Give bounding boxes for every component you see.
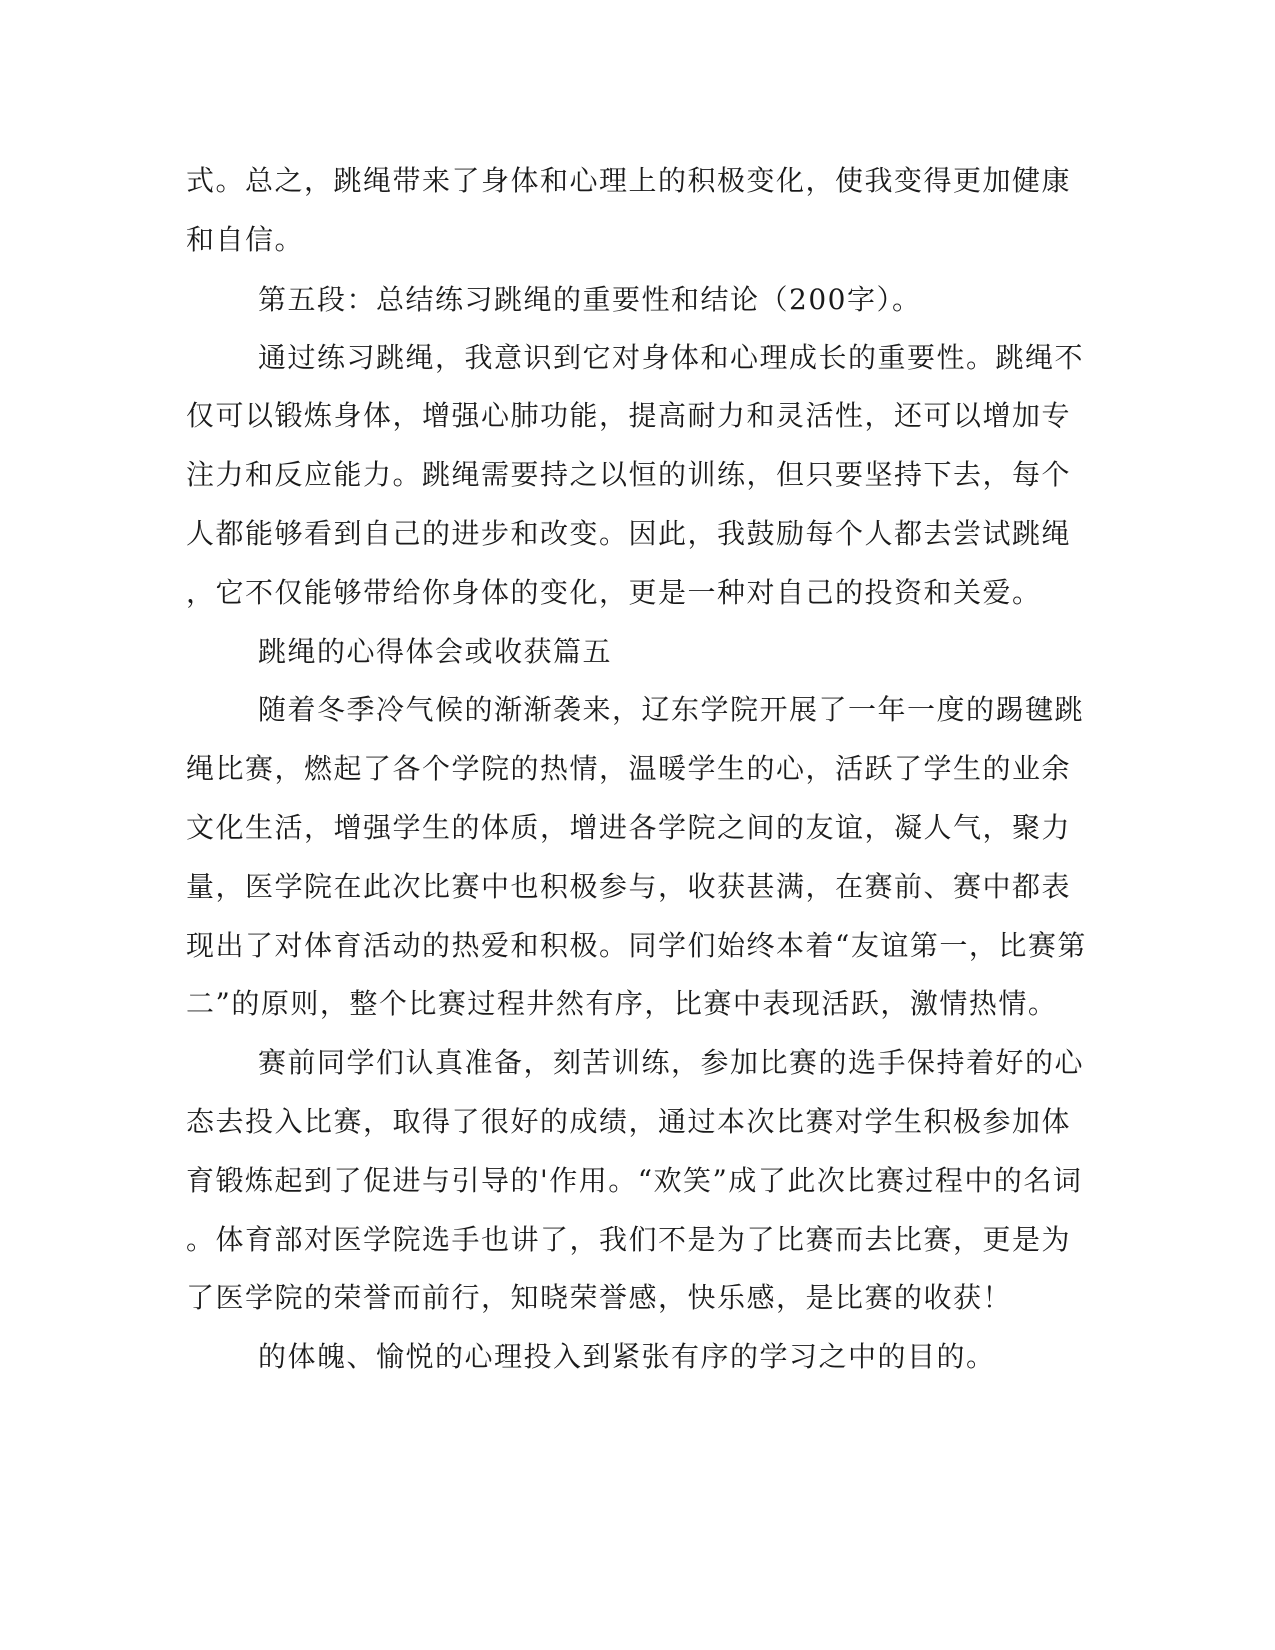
text-line: 式。总之，跳绳带来了身体和心理上的积极变化，使我变得更加健康 xyxy=(186,164,1072,197)
article-title: 跳绳的心得体会或收获篇五 xyxy=(258,635,613,668)
text-line: ，它不仅能够带给你身体的变化，更是一种对自己的投资和关爱。 xyxy=(186,576,1042,609)
text-line: 随着冬季冷气候的渐渐袭来，辽东学院开展了一年一度的踢毽跳 xyxy=(258,693,1085,726)
text-line: 赛前同学们认真准备，刻苦训练，参加比赛的选手保持着好的心 xyxy=(258,1046,1085,1079)
text-line: 人都能够看到自己的进步和改变。因此，我鼓励每个人都去尝试跳绳 xyxy=(186,517,1072,550)
text-line: 和自信。 xyxy=(186,223,305,256)
text-line: 育锻炼起到了促进与引导的'作用。“欢笑”成了此次比赛过程中的名词 xyxy=(186,1164,1083,1197)
text-line: 注力和反应能力。跳绳需要持之以恒的训练，但只要坚持下去，每个 xyxy=(186,458,1072,491)
text-line: 的体魄、愉悦的心理投入到紧张有序的学习之中的目的。 xyxy=(258,1340,996,1373)
text-line: 文化生活，增强学生的体质，增进各学院之间的友谊，凝人气，聚力 xyxy=(186,811,1072,844)
text-line: 通过练习跳绳，我意识到它对身体和心理成长的重要性。跳绳不 xyxy=(258,341,1085,374)
text-line: 仅可以锻炼身体，增强心肺功能，提高耐力和灵活性，还可以增加专 xyxy=(186,399,1072,432)
text-line: 二”的原则，整个比赛过程井然有序，比赛中表现活跃，激情热情。 xyxy=(186,987,1058,1020)
text-line: 现出了对体育活动的热爱和积极。同学们始终本着“友谊第一，比赛第 xyxy=(186,929,1087,962)
text-line: 。体育部对医学院选手也讲了，我们不是为了比赛而去比赛，更是为 xyxy=(186,1223,1072,1256)
section-heading: 第五段：总结练习跳绳的重要性和结论（200字）。 xyxy=(258,283,922,316)
text-line: 绳比赛，燃起了各个学院的热情，温暖学生的心，活跃了学生的业余 xyxy=(186,752,1072,785)
text-line: 量，医学院在此次比赛中也积极参与，收获甚满，在赛前、赛中都表 xyxy=(186,870,1072,903)
text-line: 了医学院的荣誉而前行，知晓荣誉感，快乐感，是比赛的收获！ xyxy=(186,1281,1013,1314)
text-line: 态去投入比赛，取得了很好的成绩，通过本次比赛对学生积极参加体 xyxy=(186,1105,1072,1138)
